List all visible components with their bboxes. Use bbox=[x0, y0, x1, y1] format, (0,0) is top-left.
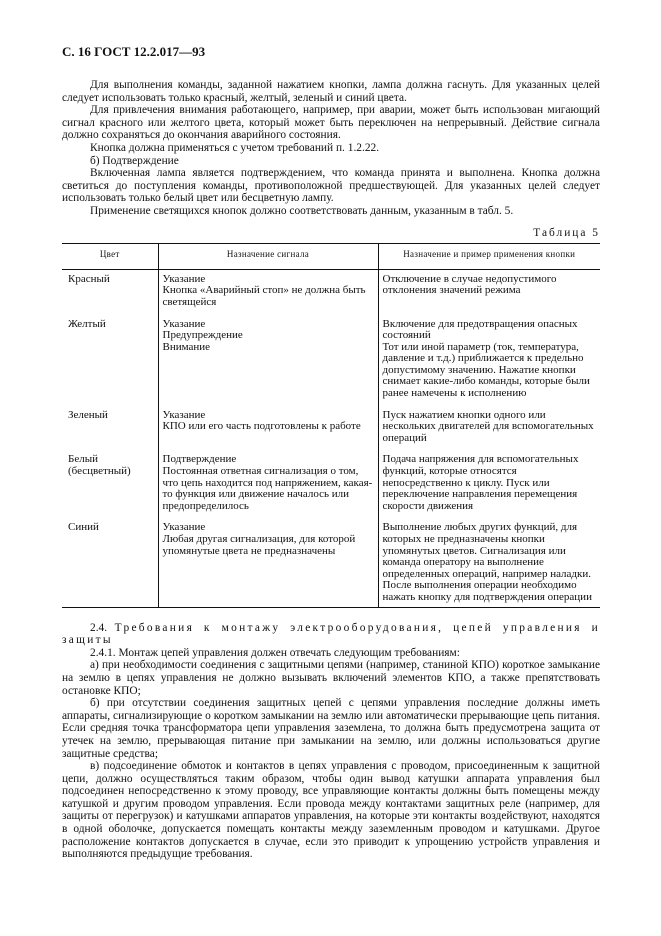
document-page bbox=[62, 44, 600, 861]
cell-signal-line: Указание bbox=[162, 521, 206, 534]
section-heading bbox=[62, 622, 600, 647]
cell-signal-line: Предупреждение bbox=[162, 329, 243, 342]
cell-signal-line: Любая другая сигнализация, для которой упомянутые цвета не предназначены bbox=[162, 533, 356, 557]
section-number: 2.4. bbox=[90, 621, 108, 634]
cell-signal-line: Указание bbox=[162, 408, 206, 421]
cell-usage bbox=[378, 408, 600, 453]
column-header-color: Цвет bbox=[62, 244, 158, 270]
paragraph: Кнопка должна применяться с учетом требований п. 1.2.22. bbox=[90, 141, 380, 154]
cell-signal-line: Внимание bbox=[162, 340, 211, 353]
table-row bbox=[62, 452, 600, 520]
cell-usage bbox=[378, 269, 600, 316]
paragraph: в) подсоединение обмоток и контактов в цепях управления с проводом, присоединенным к защитной цепи, должно осуществляться таким образом, чтобы один вывод катушки аппарата управления был подсоединен непосредственно к этому проводу, все управляющие контакты должны быть помещены между катушкой и другим проводом управления. Если провода между контактами защитных реле (например, для защиты от перегрузок) и катушками аппаратов управления, на которые эти контакты воздействуют, находятся в одной оболочке, допускается помещать контакты между заземленным проводом и катушками. Другое расположение контактов допускается в случае, если это приводит к упрощению устройств управления и выполняются предыдущие требования. bbox=[62, 760, 600, 861]
paragraph: а) при необходимости соединения с защитными цепями (например, станиной КПО) короткое замыкание на землю в цепях управления не должно вызывать включений элементов КПО, а также препятствовать остановке КПО; bbox=[62, 659, 600, 697]
cell-color bbox=[62, 269, 158, 316]
cell-color bbox=[62, 408, 158, 453]
cell-signal-line: Указание bbox=[162, 317, 206, 330]
cell-color-line: Желтый bbox=[68, 317, 106, 330]
paragraph: Для привлечения внимания работающего, например, при аварии, может быть использован мигающий сигнал красного или желтого цвета, который может быть переключен на непрерывный. Действие сигнала должно сохраняться до окончания аварийного состояния. bbox=[62, 104, 600, 142]
table-row bbox=[62, 520, 600, 607]
subheading-confirmation: б) Подтверждение bbox=[90, 154, 179, 167]
cell-color-line: (бесцветный) bbox=[68, 465, 131, 478]
paragraph: Для выполнения команды, заданной нажатием кнопки, лампа должна гаснуть. Для указанных целей следует использовать только красный, желтый, зеленый и синий цвета. bbox=[62, 79, 600, 104]
paragraph: 2.4.1. Монтаж цепей управления должен отвечать следующим требованиям: bbox=[90, 646, 460, 659]
cell-signal-line: Кнопка «Аварийный стоп» не должна быть светящейся bbox=[162, 284, 366, 308]
cell-color bbox=[62, 317, 158, 408]
table-row bbox=[62, 269, 600, 316]
page-header: С. 16 ГОСТ 12.2.017—93 bbox=[62, 44, 206, 59]
cell-usage-line: Выполнение любых других функций, для которых не предназначены кнопки упомянутых цветов. Сигнализация или команда оператору на выполнение определенных операций, например наладки. После выполнения операции необходимо нажать кнопку для подтверждения операции bbox=[382, 521, 592, 603]
cell-usage-line: Пуск нажатием кнопки одного или нескольких двигателей для вспомогательных операций bbox=[382, 408, 594, 444]
column-header-usage: Назначение и пример применения кнопки bbox=[378, 244, 600, 270]
paragraph: Включенная лампа является подтверждением, что команда принята и выполнена. Кнопка должна светиться до поступления команды, противоположной предшествующей. Для указанных целей следует использовать только белый цвет или бесцветную лампу. bbox=[62, 167, 600, 205]
paragraph: б) при отсутствии соединения защитных цепей с цепями управления последние должны иметь аппараты, сигнализирующие о коротком замыкании на землю или автоматически прерывающие цепь питания. Если средняя точка трансформатора цепи управления заземлена, то должна быть предусмотрена защита от утечек на землю, прерывающая питание при замыкании на землю, или должны использоваться другие защитные средства; bbox=[62, 697, 600, 760]
cell-color-line: Красный bbox=[68, 272, 110, 285]
cell-signal bbox=[158, 317, 378, 408]
cell-usage-line: Отключение в случае недопустимого отклонения значений режима bbox=[382, 272, 557, 297]
column-header-signal: Назначение сигнала bbox=[158, 244, 378, 270]
cell-usage-line: Тот или иной параметр (ток, температура, давление и т.д.) приближается к предельно допустимому значению. Нажатие кнопки снимает какие-либо команды, которые были ранее намечены к исполнению bbox=[382, 340, 590, 400]
top-text bbox=[62, 79, 600, 218]
table-caption: Таблица 5 bbox=[533, 226, 600, 239]
cell-color-line: Белый bbox=[68, 453, 98, 466]
cell-signal bbox=[158, 269, 378, 316]
color-table bbox=[62, 243, 600, 607]
table-row bbox=[62, 408, 600, 453]
table-row bbox=[62, 317, 600, 408]
cell-usage-line: Подача напряжения для вспомогательных функций, которые относятся непосредственно к циклу. Пуск или переключение направления перемещения скорости движения bbox=[382, 453, 579, 512]
cell-signal bbox=[158, 520, 378, 607]
cell-color-line: Зеленый bbox=[68, 408, 108, 421]
cell-signal-line: Подтверждение bbox=[162, 453, 237, 466]
cell-usage bbox=[378, 317, 600, 408]
cell-usage bbox=[378, 452, 600, 520]
cell-signal bbox=[158, 408, 378, 453]
cell-usage-line: Включение для предотвращения опасных состояний bbox=[382, 317, 578, 342]
cell-color bbox=[62, 520, 158, 607]
cell-signal bbox=[158, 452, 378, 520]
cell-signal-line: Указание bbox=[162, 272, 206, 285]
section-title: Требования к монтажу электрооборудования, цепей управления и защиты bbox=[62, 621, 600, 647]
cell-signal-line: КПО или его часть подготовлены к работе bbox=[162, 420, 361, 433]
paragraph: Применение светящихся кнопок должно соответствовать данным, указанным в табл. 5. bbox=[90, 204, 514, 217]
cell-signal-line: Постоянная ответная сигнализация о том, что цепь находится под напряжением, какая-то функция или движение началось или предопределилось bbox=[162, 465, 373, 512]
cell-color bbox=[62, 452, 158, 520]
cell-color-line: Синий bbox=[68, 521, 99, 534]
cell-usage bbox=[378, 520, 600, 607]
table-header-row bbox=[62, 244, 600, 270]
